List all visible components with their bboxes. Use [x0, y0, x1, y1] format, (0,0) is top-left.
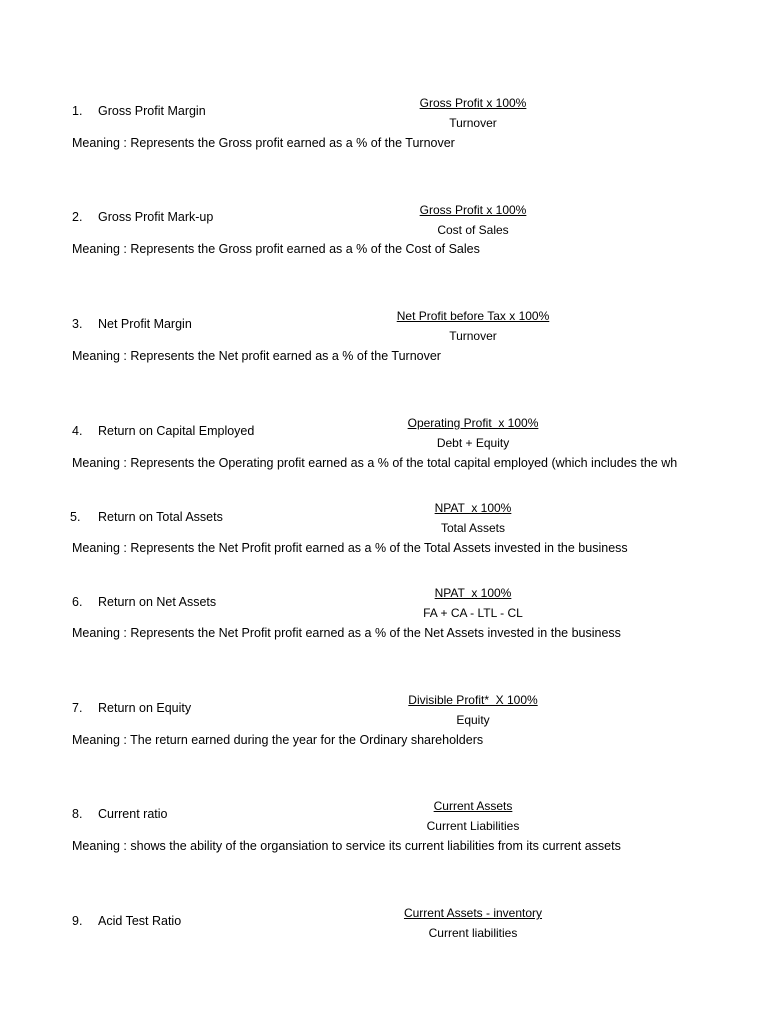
- ratio-name: Return on Total Assets: [98, 510, 223, 524]
- formula-denominator: Current Liabilities: [426, 819, 520, 833]
- ratio-meaning: Meaning : Represents the Gross profit earned as a % of the Cost of Sales: [72, 242, 480, 256]
- formula-numerator: Gross Profit x 100%: [419, 96, 527, 110]
- ratio-item-return-on-total-assets: [0, 500, 768, 560]
- ratio-number: 9.: [72, 914, 83, 928]
- ratio-formula: [330, 202, 616, 238]
- formula-numerator: Gross Profit x 100%: [419, 203, 527, 217]
- formula-denominator: Debt + Equity: [436, 436, 510, 450]
- ratio-formula: [330, 415, 616, 451]
- ratio-number: 2.: [72, 210, 83, 224]
- formula-numerator: Current Assets - inventory: [403, 906, 543, 920]
- ratio-name: Net Profit Margin: [98, 317, 192, 331]
- ratio-number: 6.: [72, 595, 83, 609]
- formula-denominator: Current liabilities: [428, 926, 518, 940]
- formula-numerator: Operating Profit x 100%: [407, 416, 539, 430]
- ratio-meaning: Meaning : Represents the Gross profit earned as a % of the Turnover: [72, 136, 455, 150]
- ratio-formula: [330, 585, 616, 621]
- formula-numerator: NPAT x 100%: [434, 586, 512, 600]
- formula-denominator: Equity: [456, 713, 490, 727]
- ratio-meaning: Meaning : Represents the Net Profit profit earned as a % of the Net Assets invested in the business: [72, 626, 621, 640]
- ratio-item-acid-test-ratio: [0, 905, 768, 965]
- ratio-meaning: Meaning : shows the ability of the organsiation to service its current liabilities from its current assets: [72, 839, 621, 853]
- ratio-formula: [330, 500, 616, 536]
- ratio-formula: [330, 95, 616, 131]
- ratio-number: 3.: [72, 317, 83, 331]
- ratio-name: Acid Test Ratio: [98, 914, 182, 928]
- ratio-item-gross-profit-margin: [0, 95, 768, 155]
- ratio-number: 4.: [72, 424, 83, 438]
- formula-denominator: Turnover: [449, 116, 497, 130]
- ratio-meaning: Meaning : Represents the Operating profit earned as a % of the total capital employed (which includes the wh: [72, 456, 678, 470]
- formula-denominator: Cost of Sales: [437, 223, 509, 237]
- ratio-meaning: Meaning : The return earned during the year for the Ordinary shareholders: [72, 733, 484, 747]
- ratio-name: Gross Profit Margin: [98, 104, 206, 118]
- ratio-meaning: Meaning : Represents the Net Profit profit earned as a % of the Total Assets invested in the business: [72, 541, 628, 555]
- ratio-formula: [330, 308, 616, 344]
- ratio-name: Gross Profit Mark-up: [98, 210, 214, 224]
- formula-numerator: NPAT x 100%: [434, 501, 512, 515]
- ratio-meaning: Meaning : Represents the Net profit earned as a % of the Turnover: [72, 349, 441, 363]
- ratio-item-return-on-equity: [0, 692, 768, 752]
- ratio-item-gross-profit-mark-up: [0, 202, 768, 262]
- formula-numerator: Current Assets: [433, 799, 513, 813]
- ratio-name: Return on Net Assets: [98, 595, 217, 609]
- ratio-name: Current ratio: [98, 807, 168, 821]
- ratio-number: 7.: [72, 701, 83, 715]
- ratio-number: 1.: [72, 104, 83, 118]
- ratio-formula: [330, 692, 616, 728]
- formula-denominator: Total Assets: [440, 521, 506, 535]
- ratio-formula: [330, 905, 616, 941]
- ratio-formula: [330, 798, 616, 834]
- ratio-number: 5.: [70, 510, 81, 524]
- ratio-item-current-ratio: [0, 798, 768, 858]
- formula-numerator: Divisible Profit* X 100%: [408, 693, 538, 707]
- ratio-item-net-profit-margin: [0, 308, 768, 368]
- formula-denominator: FA + CA - LTL - CL: [423, 606, 523, 620]
- ratio-item-return-on-net-assets: [0, 585, 768, 645]
- formula-numerator: Net Profit before Tax x 100%: [396, 309, 550, 323]
- ratio-name: Return on Equity: [98, 701, 192, 715]
- ratio-number: 8.: [72, 807, 83, 821]
- ratio-item-return-on-capital-employed: [0, 415, 768, 475]
- formula-denominator: Turnover: [449, 329, 497, 343]
- ratio-name: Return on Capital Employed: [98, 424, 255, 438]
